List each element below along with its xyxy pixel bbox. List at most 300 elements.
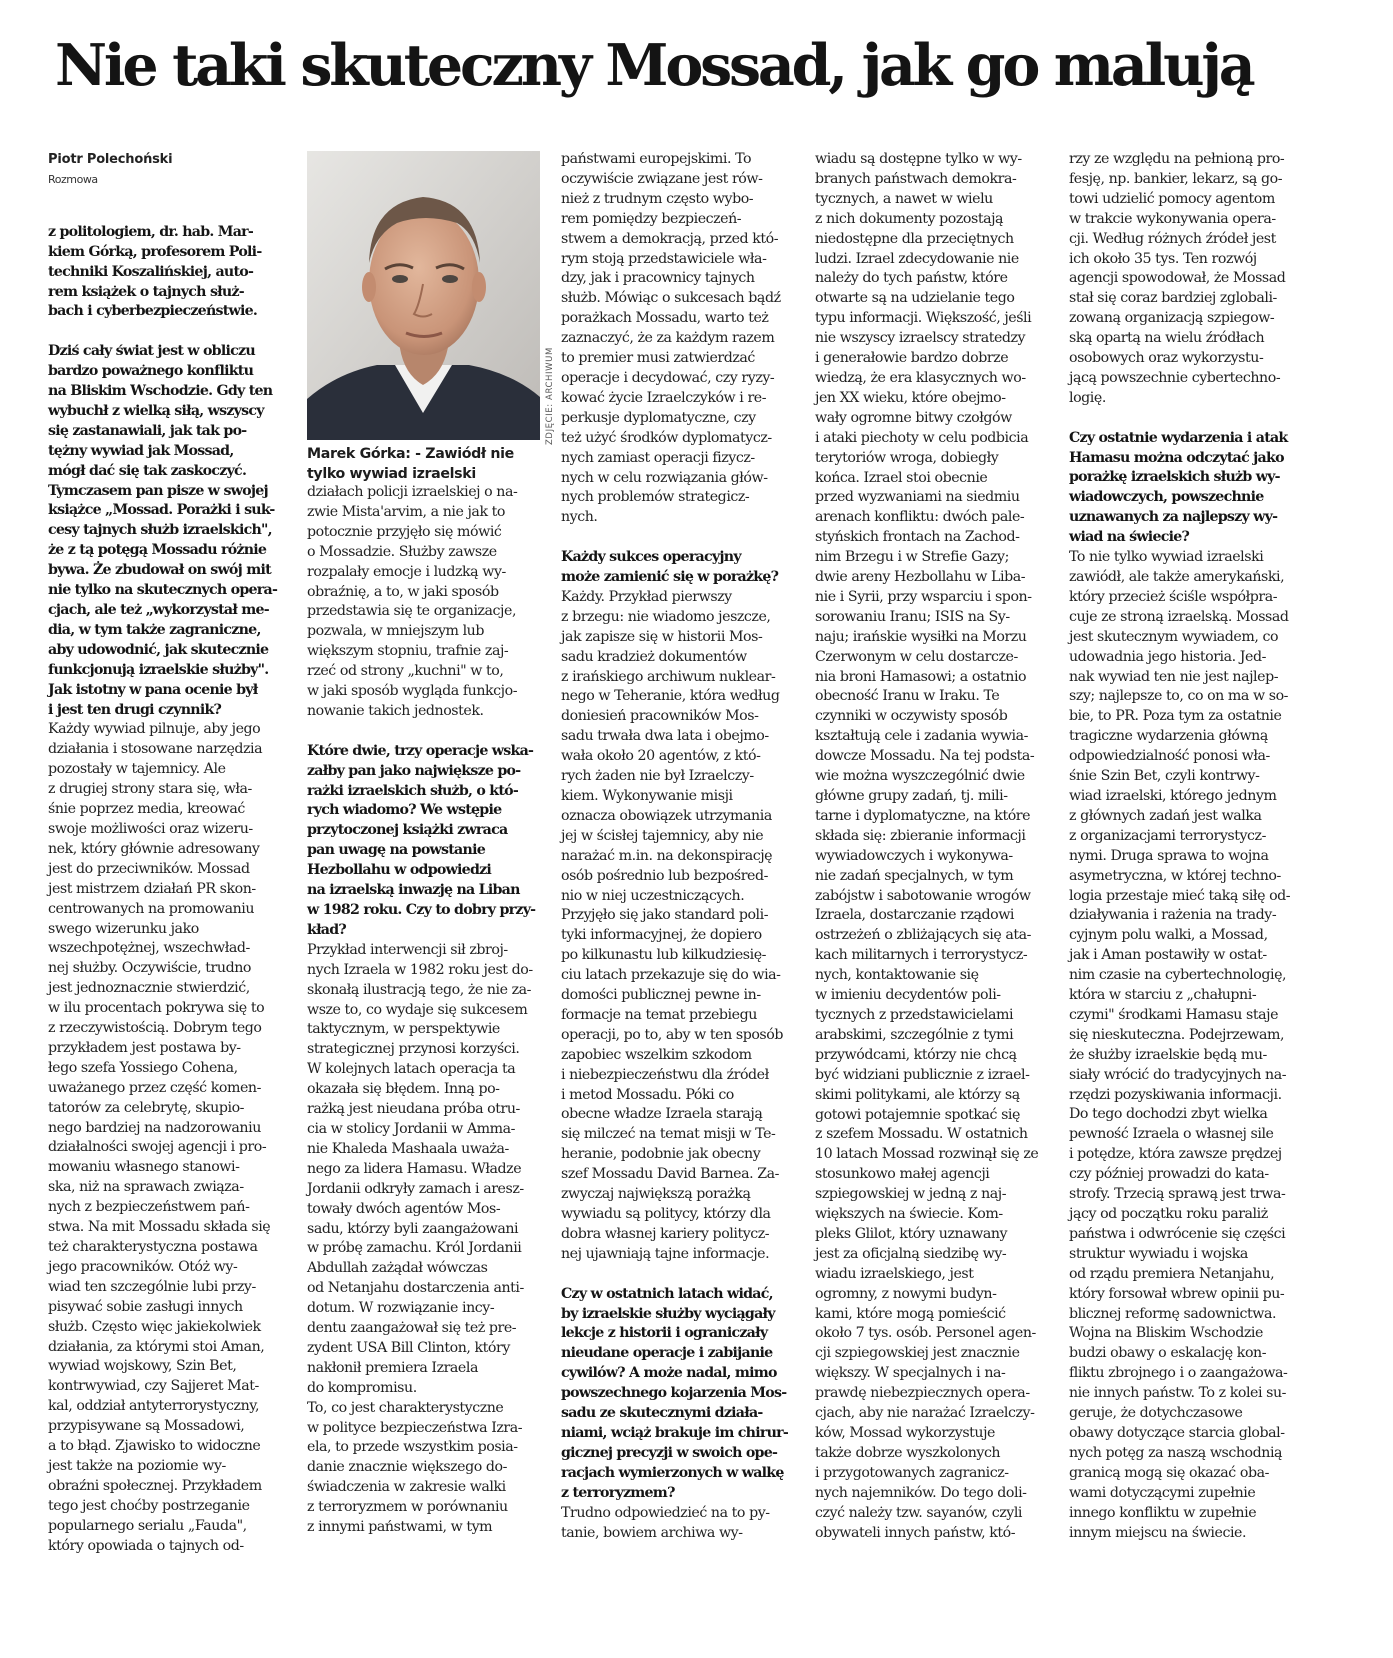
text-line: przed wyzwaniami na siedmiu (815, 489, 1020, 506)
text-line: wywiad wojskowy, Szin Bet, (48, 1358, 237, 1375)
text-line: geruje, że dotychczasowe (1069, 1405, 1243, 1422)
text-line: pisywać sobie zasługi innych (48, 1298, 243, 1315)
text-line: i przygotowanych zagranicz- (815, 1464, 1009, 1481)
question-line: cjach, ale też „wykorzystał me- (48, 602, 269, 619)
text-line: perkusje dyplomatyczne, czy (561, 409, 756, 426)
column-text (307, 483, 552, 1538)
text-line: w polityce bezpieczeństwa Izra- (307, 1419, 523, 1436)
text-line: W kolejnych latach operacja ta (307, 1061, 516, 1078)
text-line: To, co jest charakterystyczne (307, 1399, 504, 1416)
text-line: jen XX wieku, które obejmo- (815, 389, 1006, 406)
text-line: czy później prowadzi do kata- (1069, 1166, 1269, 1183)
text-line: wiedzą, że era klasycznych wo- (815, 369, 1026, 386)
text-line: stwa. Na mit Mossadu składa się (48, 1219, 271, 1236)
text-line: kami, które mogą pomieścić (815, 1305, 1006, 1322)
text-line: kształtują cele i zadania wywia- (815, 728, 1028, 745)
text-line: nego bardziej na nadzorowaniu (48, 1119, 261, 1136)
text-line: obawy dotyczące starcia global- (1069, 1424, 1285, 1441)
text-line: kontrwywiad, czy Sajjeret Mat- (48, 1378, 259, 1395)
text-line: rażką jest nieudana próba otru- (307, 1101, 520, 1118)
text-line: nakłonił premiera Izraela (307, 1359, 478, 1376)
text-line: nie i Syrii, przy wsparciu i spon- (815, 588, 1032, 605)
text-line: do kompromisu. (307, 1379, 417, 1396)
text-line: z organizacjami terrorystycz- (1069, 827, 1266, 844)
text-line: innego konfliktu w zupełnie (1069, 1504, 1257, 1521)
text-line: cyjnym polu walki, a Mossad, (1069, 927, 1268, 944)
question-line: wiad na świecie? (1069, 529, 1190, 546)
text-line: należy do tych państw, które (815, 270, 1008, 287)
question-line: wybuchł z wielką siłą, wszyscy (48, 402, 264, 419)
text-line: się nieskuteczna. Podejrzewam, (1069, 1026, 1285, 1043)
text-line: nymi. Druga sprawa to wojna (1069, 847, 1269, 864)
text-line: jącą powszechnie cybertechno- (1069, 369, 1281, 386)
text-line: jest do przeciwników. Mossad (48, 860, 250, 877)
text-line: po kilkunastu lub kilkudziesię- (561, 947, 766, 964)
question-line: bardzo poważnego konfliktu (48, 363, 254, 380)
text-line: sadu trwała dwa lata i obejmo- (561, 728, 769, 745)
text-line: ogromny, z nowymi budyn- (815, 1285, 997, 1302)
text-line: służb. Często więc jakiekolwiek (48, 1318, 261, 1335)
question-line: rem książek o tajnych służ- (48, 283, 244, 300)
text-line: kiem. Wykonywanie misji (561, 787, 733, 804)
text-line: sorowaniu Iranu; ISIS na Sy- (815, 608, 1010, 625)
text-line: cia w stolicy Jordanii w Amma- (307, 1120, 516, 1137)
text-line: doniesień pracowników Mos- (561, 708, 759, 725)
text-line: rem pomiędzy bezpieczeń- (561, 210, 742, 227)
text-line: główne grupy zadań, tj. mili- (815, 788, 1008, 804)
text-line: bie, to PR. Poza tym za ostatnie (1069, 708, 1282, 725)
question-line: nie tylko na skutecznych opera- (48, 582, 278, 599)
question-line: książce „Mossad. Porażki i suk- (48, 502, 275, 519)
text-line: się milczeć na temat misji w Te- (561, 1126, 776, 1143)
text-line: gotowi potajemnie spotkać się (815, 1106, 1020, 1123)
text-line: nie wszyscy izraelscy stratedzy (815, 330, 1026, 347)
question-line: bywa. Że zbudował on swój mit (48, 562, 271, 579)
text-line: jest jednoznacznie stwierdzić, (48, 980, 250, 997)
text-line: niedostępne dla przeciętnych (815, 230, 1014, 247)
text-line: osobowych oraz wykorzystu- (1069, 350, 1264, 367)
question-line: przytoczonej książki zwraca (307, 822, 508, 839)
text-line: działywania i rażenia na trady- (1069, 907, 1277, 924)
question-line: gicznej precyzji w swoich ope- (561, 1444, 778, 1461)
text-line: tego jest choćby postrzeganie (48, 1497, 250, 1514)
text-line: otwarte są na udzielanie tego (815, 290, 1015, 307)
text-line: Izraela, dostarczanie rządowi (815, 907, 1015, 924)
question-line: by izraelskie służby wyciągały (561, 1305, 775, 1322)
text-line: świadczenia w zakresie walki (307, 1479, 506, 1496)
paragraph-gap (1069, 409, 1319, 429)
text-line: dowcze Mossadu. Na tej podsta- (815, 748, 1035, 765)
text-line: Abdullah zażądał wówczas (307, 1260, 488, 1277)
text-line: towi udzielić pomocy agentom (1069, 190, 1275, 207)
text-line: działania i stosowane narzędzia (48, 741, 263, 758)
text-line: blicznej reformę sadownictwa. (1069, 1305, 1277, 1322)
text-line: prawdę niebezpiecznych opera- (815, 1385, 1030, 1402)
text-line: nej ujawniają tajne informacje. (561, 1245, 770, 1262)
text-line: nych potęg za naszą wschodnią (1069, 1444, 1283, 1461)
text-line: mowaniu własnego stanowi- (48, 1159, 240, 1176)
question-line: rażki izraelskich służb, o któ- (307, 782, 519, 799)
text-line: końca. Izrael stoi obecnie (815, 469, 988, 486)
text-line: z irańskiego archiwum nuklear- (561, 668, 776, 685)
text-line: nych najemników. Do tego doli- (815, 1484, 1027, 1501)
text-line: cuje ze stroną izraelską. Mossad (1069, 608, 1289, 625)
question-line: z terroryzmem? (561, 1484, 675, 1501)
text-line: wami dotyczącymi zupełnie (1069, 1484, 1256, 1501)
text-line: oczywiście związane jest rów- (561, 170, 763, 187)
text-line: większy. W specjalnych i na- (815, 1365, 1006, 1382)
text-line: Jordanii odkryły zamach i aresz- (307, 1180, 524, 1197)
text-line: popularnego serialu „Fauda", (48, 1517, 247, 1534)
text-line: większych na świecie. Kom- (815, 1206, 1003, 1223)
text-line: To nie tylko wywiad izraelski (1069, 549, 1264, 566)
text-line: cji szpiegowskiej jest znacznie (815, 1345, 1020, 1362)
question-line: cesy tajnych służb izraelskich", (48, 522, 272, 539)
question-line: Każdy sukces operacyjny (561, 549, 741, 566)
text-line: szpiegowskiej w jedną z naj- (815, 1186, 1007, 1203)
text-line: Każdy. Przykład pierwszy (561, 588, 732, 605)
column-text (1069, 150, 1319, 1543)
text-line: ludzi. Izrael zdecydowanie nie (815, 250, 1019, 267)
text-line: fliktu zbrojnego i o zaangażowa- (1069, 1365, 1288, 1382)
text-line: rym stoją przedstawiciele wła- (561, 250, 767, 267)
text-line: być widziani publicznie z izrael- (815, 1066, 1030, 1083)
text-line: nego w Teheranie, która według (561, 688, 780, 705)
article-column-5 (1069, 150, 1319, 1543)
text-line: branych państwach demokra- (815, 170, 1017, 187)
text-line: ska, niż na sprawach związa- (48, 1179, 244, 1196)
text-line: skimi politykami, ale którzy są (815, 1086, 1020, 1103)
text-line: z nich dokumenty pozostają (815, 210, 1004, 227)
text-line: nego za lidera Hamasu. Władze (307, 1160, 522, 1177)
text-line: służb. Mówiąc o sukcesach bądź (561, 290, 781, 307)
text-line: nie Khaleda Mashaala uważa- (307, 1140, 509, 1157)
question-line: pan uwagę na powstanie (307, 842, 485, 859)
text-line: nek, który głównie adresowany (48, 840, 260, 857)
question-line: niami, wciąż brakuje im chirur- (561, 1424, 789, 1441)
text-line: pewność Izraela o własnej sile (1069, 1126, 1274, 1143)
text-line: Czerwonym w celu dostarcze- (815, 648, 1018, 665)
text-line: styńskich frontach na Zachod- (815, 529, 1020, 546)
text-line: jest mistrzem działań PR skon- (48, 880, 256, 897)
author-name: Piotr Polechoński (48, 152, 173, 167)
text-line: arabskimi, szczególnie z tymi (815, 1026, 1014, 1043)
text-line: obraźni społecznej. Przykładem (48, 1477, 262, 1494)
text-line: kować życie Izraelczyków i re- (561, 389, 767, 406)
paragraph-gap (561, 1265, 801, 1285)
text-line: kach militarnych i terrorystycz- (815, 947, 1028, 964)
text-line: granicą mogą się okazać oba- (1069, 1464, 1269, 1481)
text-line: rzędzi pozyskiwania informacji. (1069, 1086, 1282, 1103)
text-line: śnie poprzez media, kreować (48, 801, 245, 818)
photo-credit: ZDJĘCIE: ARCHIWUM (545, 347, 555, 445)
text-line: od rządu premiera Netanjahu, (1069, 1265, 1275, 1282)
text-line: zawiódł, ale także amerykański, (1069, 569, 1285, 586)
text-line: stwem a demokracją, przed któ- (561, 230, 779, 247)
question-line: sadu ze skutecznymi działa- (561, 1405, 763, 1422)
text-line: stał się coraz bardziej zglobali- (1069, 290, 1277, 307)
text-line: z brzegu: nie wiadomo jeszcze, (561, 608, 771, 625)
text-line: ków, Mossad wykorzystuje (815, 1425, 995, 1441)
text-line: narażać m.in. na dekonspirację (561, 847, 773, 864)
text-line: z innymi państwami, w tym (307, 1519, 493, 1536)
text-line: naju; irańskie wysiłki na Morzu (815, 628, 1027, 645)
text-line: asymetryczna, w której techno- (1069, 867, 1281, 884)
question-line: cywilów? A może nadal, mimo (561, 1365, 777, 1382)
text-line: z głównych zadań jest walka (1069, 807, 1262, 824)
text-line: ela, to przede wszystkim posia- (307, 1439, 518, 1456)
text-line: która w starciu z „chałupni- (1069, 987, 1257, 1004)
text-line: jego pracowników. Otóż wy- (48, 1258, 238, 1275)
text-line: potocznie przyjęło się mówić (307, 523, 502, 540)
question-line: na Bliskim Wschodzie. Gdy ten (48, 383, 273, 400)
text-line: uważanego przez część komen- (48, 1079, 261, 1096)
text-line: czymi" środkami Hamasu staje (1069, 1006, 1279, 1023)
text-line: oznacza obowiązek utrzymania (561, 807, 772, 824)
text-line: wała około 20 agentów, z któ- (561, 748, 761, 765)
text-line: z terroryzmem w porównaniu (307, 1499, 508, 1516)
text-line: nych. (561, 509, 598, 526)
text-line: nim czasie na cybertechnologię, (1069, 967, 1287, 984)
text-line: pozwala, w mniejszym lub (307, 623, 484, 640)
paragraph-gap (561, 528, 801, 548)
section-kicker: Rozmowa (48, 172, 98, 186)
text-line: z drugiej strony stara się, wła- (48, 781, 252, 798)
text-line: też charakterystyczna postawa (48, 1239, 258, 1256)
question-line: wiadowczych, powszechnie (1069, 489, 1264, 506)
text-line: który forsował wbrew opinii pu- (1069, 1285, 1285, 1302)
text-line: towały dwóch agentów Mos- (307, 1200, 501, 1217)
column-text (561, 150, 801, 1543)
text-line: Przykład interwencji sił zbroj- (307, 941, 508, 958)
text-line: przykładem jest postawa by- (48, 1039, 241, 1056)
text-line: zowaną organizacją szpiegow- (1069, 310, 1275, 327)
question-line: i jest ten drugi czynnik? (48, 701, 222, 718)
question-line: aby udowodnić, jak skutecznie (48, 641, 269, 658)
text-line: jest skutecznym wywiadem, co (1069, 628, 1279, 645)
text-line: w jaki sposób wygląda funkcjo- (307, 683, 518, 700)
text-line: nej służby. Oczywiście, trudno (48, 960, 251, 977)
text-line: obecność Iranu w Iraku. Te (815, 688, 1000, 705)
headline: Nie taki skuteczny Mossad, jak go malują (55, 32, 1253, 99)
text-line: śnie Szin Bet, czyli kontrwy- (1069, 768, 1260, 785)
text-line: dotum. W rozwiązanie incy- (307, 1300, 495, 1317)
text-line: wiadu izraelskiego, jest (815, 1265, 974, 1282)
text-line: stosunkowo małej agencji (815, 1166, 990, 1183)
text-line: heranie, podobnie jak obecny (561, 1146, 761, 1163)
text-line: nych, kontaktowanie się (815, 967, 979, 984)
question-line: mógł dać się tak zaskoczyć. (48, 462, 247, 479)
text-line: strategicznej przynosi korzyści. (307, 1041, 520, 1058)
question-line: załby pan jako największe po- (307, 762, 521, 779)
text-line: w imieniu decydentów poli- (815, 987, 1001, 1004)
question-line: Które dwie, trzy operacje wska- (307, 742, 534, 759)
text-line: czyć należy tzw. sayanów, czyli (815, 1504, 1023, 1521)
text-line: działalności swojej agencji i pro- (48, 1139, 267, 1156)
text-line: swego wizerunku jako (48, 920, 199, 937)
text-line: dwie areny Hezbollahu w Liba- (815, 569, 1026, 586)
article-column-2 (307, 483, 552, 1538)
text-line: dobra własnej kariery politycz- (561, 1225, 770, 1242)
text-line: w ilu procentach pokrywa się to (48, 1000, 265, 1017)
text-line: sadu kradzież dokumentów (561, 648, 747, 665)
text-line: domości publicznej pewne in- (561, 987, 761, 1004)
text-line: wywiadu są politycy, którzy dla (561, 1206, 771, 1223)
text-line: działach policji izraelskiej o na- (307, 484, 518, 500)
text-line: taktycznym, w perspektywie (307, 1021, 500, 1038)
text-line: około 7 tys. osób. Personel agen- (815, 1325, 1036, 1342)
question-line: techniki Koszalińskiej, auto- (48, 263, 254, 280)
text-line: z rzeczywistością. Dobrym tego (48, 1020, 262, 1037)
text-line: skonałą ilustracją tego, że nie za- (307, 981, 532, 998)
text-line: logię. (1069, 389, 1106, 406)
text-line: rozpalały emocje i ludzką wy- (307, 563, 506, 580)
text-line: tycznych z przedstawicielami (815, 1006, 1014, 1023)
question-line: uznawanych za najlepszy wy- (1069, 509, 1278, 526)
question-line: że z tą potęgą Mossadu różnie (48, 542, 267, 559)
text-line: pleks Glilot, który uznawany (815, 1225, 1008, 1242)
portrait-photo (307, 151, 540, 440)
question-line: w 1982 roku. Czy to dobry przy- (307, 902, 536, 919)
text-line: Wojna na Bliskim Wschodzie (1069, 1325, 1263, 1342)
question-line: Dziś cały świat jest w obliczu (48, 343, 255, 360)
question-line: funkcjonują izraelskie służby". (48, 661, 269, 678)
article-column-1 (48, 150, 288, 1557)
text-line: i potędze, która zawsze prędzej (1069, 1146, 1282, 1163)
article-column-4 (815, 150, 1055, 1543)
text-line: dzy, jak i pracownicy tajnych (561, 270, 755, 287)
text-line: obecne władze Izraela starają (561, 1106, 763, 1123)
text-line: logia przestaje mieć taką siłę od- (1069, 887, 1291, 904)
text-line: arenach konfliktu: dwóch pale- (815, 509, 1025, 526)
paragraph-gap (307, 722, 552, 742)
text-line: zaznaczyć, że za każdym razem (561, 330, 775, 347)
question-line: rych wiadomo? We wstępie (307, 802, 502, 819)
column-text (815, 150, 1055, 1543)
text-line: rzeć od strony „kuchni" w to, (307, 663, 504, 680)
text-line: czynniki w oczywisty sposób (815, 708, 1008, 725)
text-line: operacji, po to, aby w ten sposób (561, 1026, 783, 1043)
text-line: jak i Aman postawiły w ostat- (1069, 947, 1267, 964)
text-line: zabójstw i sabotowanie wrogów (815, 887, 1031, 904)
question-line: Hamasu można odczytać jako (1069, 449, 1284, 466)
text-line: odpowiedzialność ponosi wła- (1069, 748, 1270, 765)
text-line: a to błąd. Zjawisko to widoczne (48, 1438, 261, 1455)
text-line: innym miejscu na świecie. (1069, 1524, 1247, 1541)
text-line: budzi obawy o eskalację kon- (1069, 1345, 1267, 1362)
photo-caption: Marek Górka: - Zawiódł nie tylko wywiad izraelski (307, 446, 514, 482)
text-line: przywódcami, którzy nie chcą (815, 1046, 1017, 1063)
text-line: nych w celu rozwiązania głów- (561, 469, 768, 486)
text-line: okazała się błędem. Inną po- (307, 1081, 500, 1098)
text-line: operacje i decydować, czy ryzy- (561, 369, 775, 386)
text-line: osób pośrednio lub bezpośred- (561, 867, 768, 884)
text-line: i niebezpieczeństwu dla źródeł (561, 1066, 769, 1083)
text-line: że służby izraelskie będą mu- (1069, 1046, 1267, 1063)
text-line: wały ogromne bitwy czołgów (815, 409, 1012, 426)
text-line: tyki informacyjnej, że dopiero (561, 927, 762, 944)
text-line: danie znacznie większego do- (307, 1459, 507, 1476)
text-line: cji. Według różnych źródeł jest (1069, 230, 1276, 247)
text-line: zwie Mista'arvim, a nie jak to (307, 503, 505, 520)
text-line: zwyczaj największą porażką (561, 1186, 751, 1203)
question-line: lekcje z historii i ograniczały (561, 1325, 768, 1342)
text-line: także dobrze wyszkolonych (815, 1444, 1001, 1461)
text-line: nych Izraela w 1982 roku jest do- (307, 961, 533, 978)
text-line: ich około 35 tys. Ten rozwój (1069, 250, 1257, 267)
text-line: zapobiec wszelkim szkodom (561, 1046, 752, 1063)
text-line: nim Brzegu i w Strefie Gazy; (815, 549, 1009, 566)
text-line: strofy. Trzecią sprawą jest trwa- (1069, 1186, 1286, 1203)
question-line: Czy w ostatnich latach widać, (561, 1285, 773, 1302)
text-line: który przecież ściśle współpra- (1069, 588, 1278, 605)
text-line: typu informacji. Większość, jeśli (815, 310, 1032, 327)
text-line: nak wywiad ten nie jest najlep- (1069, 668, 1279, 685)
question-line: Hezbollahu w odpowiedzi (307, 862, 492, 879)
text-line: składa się: zbieranie informacji (815, 827, 1026, 844)
text-line: nież z trudnym często wybo- (561, 190, 754, 207)
question-line: z politologiem, dr. hab. Mar- (48, 223, 254, 240)
text-line: nie zadań specjalnych, w tym (815, 867, 1014, 884)
text-line: wywiadowczych i wykonywa- (815, 847, 1013, 864)
text-line: wsze to, co wydaje się sukcesem (307, 1001, 528, 1018)
text-line: nia broni Hamasowi; a ostatnio (815, 668, 1027, 685)
question-line: racjach wymierzonych w walkę (561, 1464, 784, 1481)
text-line: cjach, aby nie narażać Izraelczy- (815, 1405, 1035, 1422)
text-line: tarne i dyplomatyczne, na które (815, 807, 1031, 824)
text-line: nio w niej uczestniczących. (561, 887, 745, 904)
question-line: kiem Górką, profesorem Poli- (48, 243, 262, 260)
question-line: kład? (307, 921, 346, 938)
question-line: Tymczasem pan pisze w swojej (48, 482, 268, 499)
text-line: obywateli innych państw, któ- (815, 1524, 1016, 1541)
question-line: na izraelską inwazję na Liban (307, 882, 520, 899)
text-line: w trakcie wykonywania opera- (1069, 210, 1276, 227)
text-line: wiadu są dostępne tylko w wy- (815, 151, 1022, 167)
question-line: dia, w tym także zagraniczne, (48, 621, 261, 638)
text-line: jest także na poziomie wy- (48, 1457, 226, 1474)
text-line: to premier musi zatwierdzać (561, 350, 755, 367)
text-line: ostrzeżeń o zbliżających się ata- (815, 927, 1032, 944)
text-line: tycznych, a nawet w wielu (815, 190, 993, 207)
text-line: państwami europejskimi. To (561, 151, 752, 167)
text-line: o Mossadzie. Służby zawsze (307, 543, 497, 560)
text-line: rzy ze względu na pełnioną pro- (1069, 151, 1285, 167)
text-line: Przyjęło się jako standard poli- (561, 907, 769, 924)
text-line: ską opartą na wielu źródłach (1069, 330, 1265, 347)
text-line: od Netanjahu dostarczenia anti- (307, 1280, 524, 1297)
text-line: terytoriów wroga, dobiegły (815, 449, 999, 466)
text-line: nych zamiast operacji fizycz- (561, 449, 755, 466)
question-line: bach i cyberbezpieczeństwie. (48, 303, 258, 320)
text-line: rych żaden nie był Izraelczy- (561, 768, 754, 785)
text-line: agencji spowodował, że Mossad (1069, 270, 1286, 287)
text-line: wie można wyszczególnić dwie (815, 768, 1025, 785)
text-line: 10 latach Mossad rozwinął się ze (815, 1146, 1039, 1163)
text-line: jej w ścisłej tajemnicy, aby nie (561, 827, 764, 844)
question-line: się zastanawiali, jak tak po- (48, 422, 247, 439)
text-line: nych z bezpieczeństwem pań- (48, 1199, 250, 1216)
question-line: tężny wywiad jak Mossad, (48, 442, 234, 459)
text-line: nowanie takich jednostek. (307, 702, 484, 719)
text-line: nie innych państw. To z kolei su- (1069, 1385, 1287, 1402)
text-line: szef Mossadu David Barnea. Za- (561, 1166, 779, 1183)
text-line: formacje na temat przebiegu (561, 1006, 757, 1023)
question-line: powszechnego kojarzenia Mos- (561, 1385, 787, 1402)
text-line: państwa i odwrócenie się części (1069, 1225, 1286, 1242)
text-line: przedstawia się te organizacje, (307, 603, 517, 620)
question-line: Jak istotny w pana ocenie był (48, 681, 258, 698)
